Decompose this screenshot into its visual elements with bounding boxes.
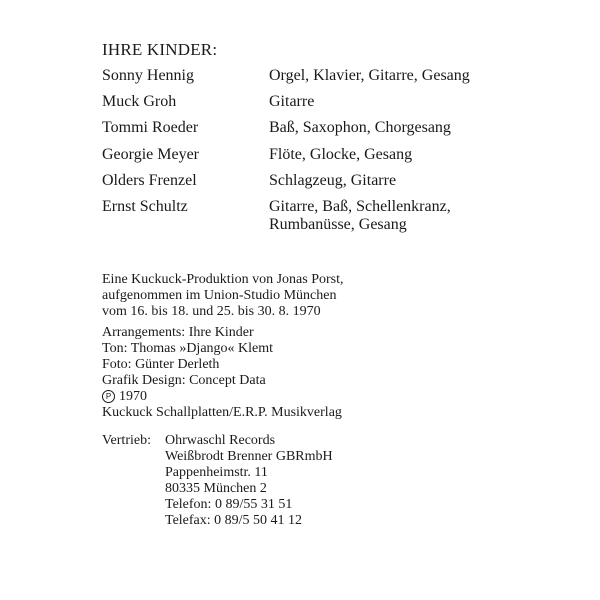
instrument-line: Gitarre, Baß, Schellenkranz,: [269, 198, 451, 215]
address-line: Weißbrodt Brenner GBRmbH: [165, 449, 333, 464]
instrument-line: Orgel, Klavier, Gitarre, Gesang: [269, 67, 470, 84]
address-line: Telefon: 0 89/55 31 51: [165, 497, 293, 512]
member-instruments: [269, 198, 559, 234]
distribution-address: [165, 433, 572, 529]
member-instruments: [269, 67, 559, 85]
copyright-year-line: [102, 389, 572, 405]
design-credit: Grafik Design: Concept Data: [102, 373, 266, 388]
member-instruments: [269, 146, 559, 164]
member-name: Muck Groh: [102, 93, 177, 110]
phonogram-icon: P: [102, 390, 115, 403]
instrument-line: Schlagzeug, Gitarre: [269, 172, 397, 189]
band-member-list: [102, 67, 562, 234]
production-credits: [102, 272, 572, 529]
member-row: [102, 119, 562, 146]
member-instruments: [269, 93, 559, 111]
copyright-label: Kuckuck Schallplatten/E.R.P. Musikverlag: [102, 405, 342, 420]
member-name: Georgie Meyer: [102, 146, 199, 163]
member-name: Tommi Roeder: [102, 119, 199, 136]
address-line: Telefax: 0 89/5 50 41 12: [165, 513, 303, 528]
member-row: [102, 93, 562, 119]
production-line: aufgenommen im Union-Studio München: [102, 288, 337, 303]
address-line: Pappenheimstr. 11: [165, 465, 268, 480]
copyright-year: 1970: [119, 389, 147, 404]
member-row: [102, 198, 562, 234]
member-instruments: [269, 119, 559, 137]
production-info: [102, 272, 572, 320]
instrument-line: Rumbanüsse, Gesang: [269, 216, 407, 233]
member-name: Olders Frenzel: [102, 172, 197, 189]
distribution-info: [102, 433, 572, 529]
member-row: [102, 67, 562, 93]
production-line: Eine Kuckuck-Produktion von Jonas Porst,: [102, 272, 344, 287]
instrument-line: Gitarre: [269, 93, 315, 110]
member-instruments: [269, 172, 559, 190]
band-heading: IHRE KINDER:: [102, 40, 218, 59]
photo-credit: Foto: Günter Derleth: [102, 357, 220, 372]
member-name: Sonny Hennig: [102, 67, 194, 84]
production-line: vom 16. bis 18. und 25. bis 30. 8. 1970: [102, 304, 321, 319]
arrangements-credit: Arrangements: Ihre Kinder: [102, 325, 254, 340]
member-row: [102, 146, 562, 172]
distribution-label: Vertrieb:: [102, 433, 151, 448]
address-line: 80335 München 2: [165, 481, 267, 496]
instrument-line: Flöte, Glocke, Gesang: [269, 146, 413, 163]
sound-credit: Ton: Thomas »Django« Klemt: [102, 341, 274, 356]
copyright-notice: [102, 389, 572, 421]
member-name: Ernst Schultz: [102, 198, 188, 215]
instrument-line: Baß, Saxophon, Chorgesang: [269, 119, 451, 136]
member-row: [102, 172, 562, 198]
address-line: Ohrwaschl Records: [165, 433, 276, 448]
